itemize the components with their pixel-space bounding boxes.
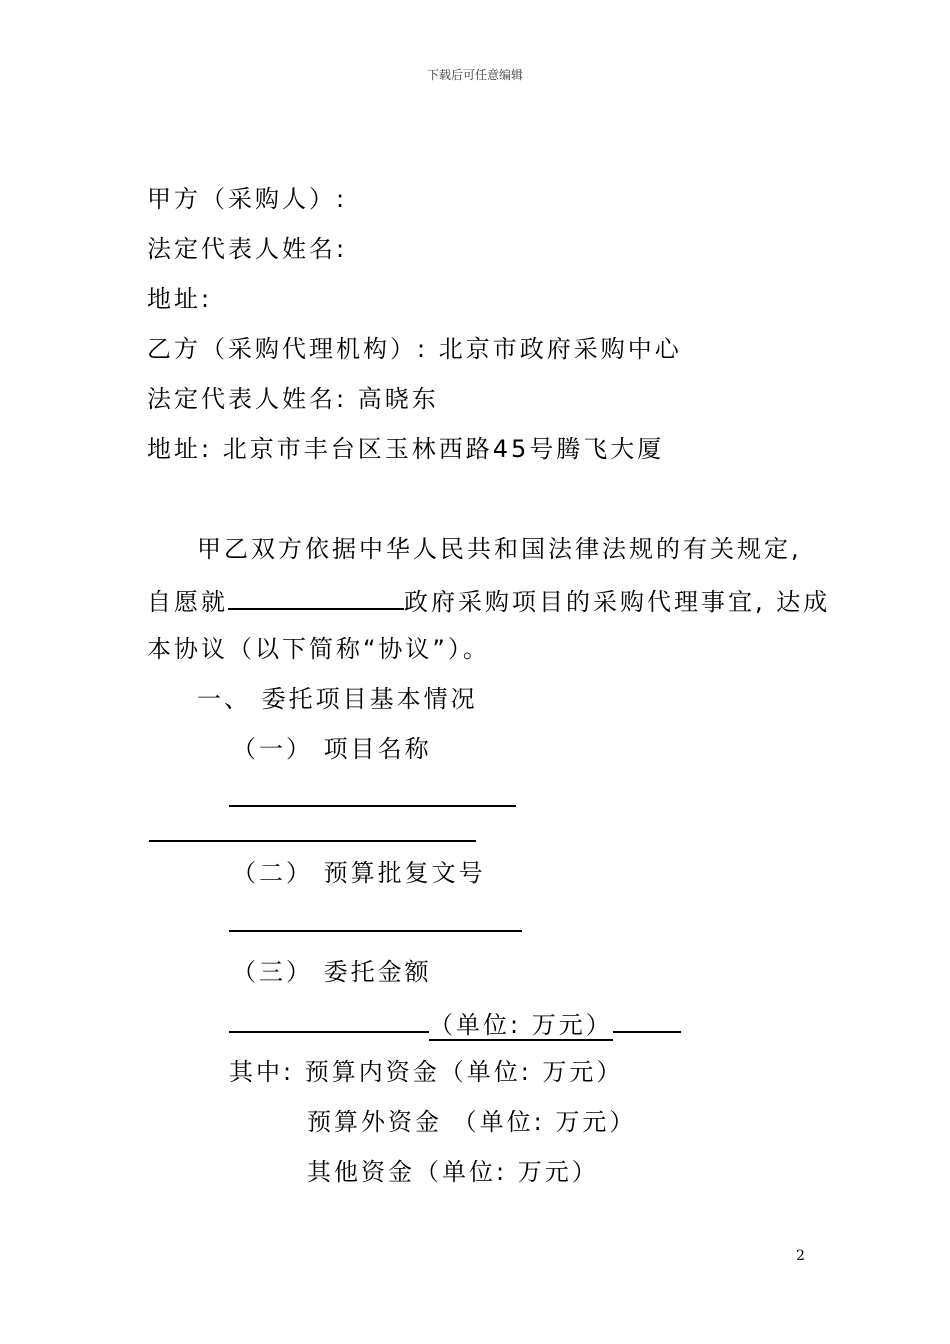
other-funds: 其他资金（单位: 万元） (307, 1158, 599, 1186)
party-b-rep-line: 法定代表人姓名: 高晓东 (147, 385, 439, 413)
party-a-rep-label: 法定代表人姓名: (147, 235, 348, 263)
amount-blank-tail (613, 1007, 681, 1033)
budget-outer-funds: 预算外资金 （单位: 万元） (307, 1108, 637, 1136)
project-name-underline-2 (149, 840, 476, 842)
budget-inner-funds: 其中: 预算内资金（单位: 万元） (229, 1058, 624, 1086)
party-a-address-label: 地址: (147, 285, 213, 313)
budget-approval-underline (229, 930, 522, 932)
item-2-budget-approval-number: （二） 预算批复文号 (232, 859, 486, 887)
intro-line-2-suffix: 政府采购项目的采购代理事宜, 达成 (404, 588, 831, 616)
party-b-line: 乙方（采购代理机构）: 北京市政府采购中心 (147, 335, 682, 363)
party-a-label: 甲方（采购人）: (147, 185, 348, 213)
item-3-entrusted-amount: （三） 委托金额 (232, 958, 432, 986)
intro-line-2 (147, 584, 830, 617)
intro-line-1: 甲乙双方依据中华人民共和国法律法规的有关规定, (197, 535, 802, 563)
amount-blank (229, 1007, 429, 1033)
project-name-underline-1 (229, 805, 516, 807)
party-b-address-line: 地址: 北京市丰台区玉林西路45号腾飞大厦 (147, 435, 665, 463)
amount-unit: （单位: 万元） (429, 1011, 613, 1039)
page-header: 下载后可任意编辑 (426, 68, 523, 82)
intro-line-2-prefix: 自愿就 (147, 588, 228, 616)
page-number: 2 (796, 1248, 805, 1264)
intro-line-3: 本协议（以下简称“协议”）。 (147, 635, 490, 663)
amount-line (229, 1007, 681, 1040)
section-1-title: 一、 委托项目基本情况 (197, 685, 478, 713)
item-1-project-name: （一） 项目名称 (232, 735, 432, 763)
project-name-blank (228, 584, 404, 610)
